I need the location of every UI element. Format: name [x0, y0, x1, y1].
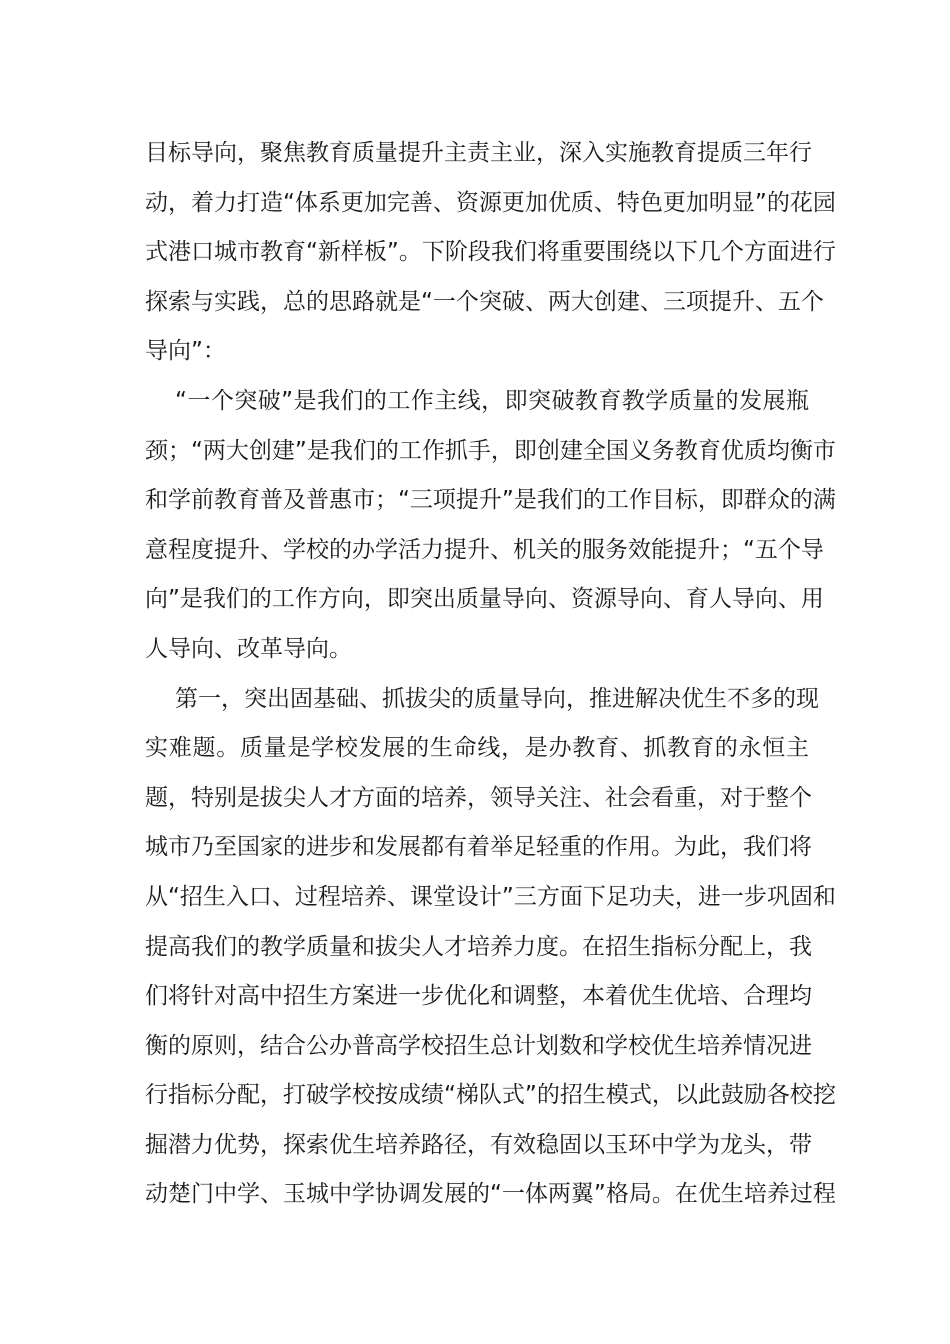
- text-line: 第一，突出固基础、抓拔尖的质量导向，推进解决优生不多的现: [175, 685, 819, 712]
- text-line: 人导向、改革导向。: [145, 635, 352, 662]
- text-line: 目标导向，聚焦教育质量提升主责主业，深入实施教育提质三年行: [145, 140, 812, 166]
- text-line: 向”是我们的工作方向，即突出质量导向、资源导向、育人导向、用: [145, 586, 824, 613]
- text-line: 提高我们的教学质量和拔尖人才培养力度。在招生指标分配上，我: [145, 933, 812, 960]
- text-line: 探索与实践，总的思路就是“一个突破、两大创建、三项提升、五个: [145, 288, 824, 315]
- text-line: 颈；“两大创建”是我们的工作抓手，即创建全国义务教育优质均衡市: [145, 437, 836, 464]
- text-line: 城市乃至国家的进步和发展都有着举足轻重的作用。为此，我们将: [145, 834, 812, 861]
- text-line: 导向”：: [145, 338, 226, 365]
- text-line: 从“招生入口、过程培养、课堂设计”三方面下足功夫，进一步巩固和: [145, 883, 836, 910]
- text-line: 动，着力打造“体系更加完善、资源更加优质、特色更加明显”的花园: [145, 189, 836, 216]
- text-line: 们将针对高中招生方案进一步优化和调整，本着优生优培、合理均: [145, 983, 812, 1010]
- paragraph-2: [145, 377, 836, 675]
- document-body: [145, 129, 836, 1220]
- text-line: 动楚门中学、玉城中学协调发展的“一体两翼”格局。在优生培养过程: [145, 1181, 836, 1208]
- text-line: 衡的原则，结合公办普高学校招生总计划数和学校优生培养情况进: [145, 1032, 812, 1059]
- text-line: 行指标分配，打破学校按成绩“梯队式”的招生模式，以此鼓励各校挖: [145, 1082, 836, 1109]
- text-line: “一个突破”是我们的工作主线，即突破教育教学质量的发展瓶: [175, 387, 809, 414]
- text-line: 式港口城市教育“新样板”。下阶段我们将重要围绕以下几个方面进行: [145, 239, 836, 266]
- text-line: 意程度提升、学校的办学活力提升、机关的服务效能提升；“五个导: [145, 536, 824, 563]
- text-line: 实难题。质量是学校发展的生命线，是办教育、抓教育的永恒主: [145, 735, 809, 762]
- paragraph-3: [145, 675, 836, 1221]
- paragraph-1: [145, 129, 836, 377]
- text-line: 题，特别是拔尖人才方面的培养，领导关注、社会看重，对于整个: [145, 784, 812, 811]
- text-line: 和学前教育普及普惠市；“三项提升”是我们的工作目标，即群众的满: [145, 487, 836, 514]
- text-line: 掘潜力优势，探索优生培养路径，有效稳固以玉环中学为龙头，带: [145, 1131, 812, 1158]
